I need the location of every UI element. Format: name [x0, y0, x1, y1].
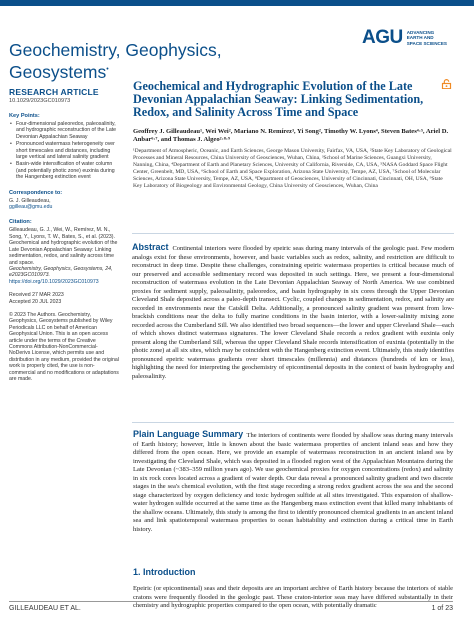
key-point: • Pronounced watermass heterogeneity over short timescales and distances, including large vertical and lateral salinity gradient — [9, 141, 119, 160]
abstract-text: Continental interiors were flooded by epeiric seas during many intervals of the geologic past. Few modern analogs exist for these environments, however, and basic variables such as redox, salinity, and restriction are difficult to reconstruct in deep time. Despite these challenges, constraining epeiric watermass properties is critical because much of our preserved and accessible sedimentary record was deposited in such settings. Here, we present a four-dimensional reconstruction of watermass evolution in the Late Devonian Appalachian Seaway of North America. We use combined proxies for sediment supply, paleosalinity, paleoredox, and basin hydrography in six cores through the Upper Devonian Cleveland Shale deposited across a paleo-depth transect. Cyclic, coupled changes in sedimentation, redox, and salinity are recorded in environments near the Catskill Delta. Additionally, a pronounced salinity gradient was present from low-brackish conditions near the delta to fully marine conditions in the basin interior, with a lower-salinity mixing zone recorded across the Cumberland Sill. We also identified two broad sequences—the lower and upper Cleveland Shale—each of which shows distinct watermass signatures. The lower Cleveland Shale records a redox gradient with euxinia only present along the Cumberland Sill, whereas the upper Cleveland Shale records intensification of euxinia (potentially in the photic zone) at all six sites, which may be coincident with the Hangenberg extinction event. Ultimately, this study identifies pronounced epeiric watermass gradients over short timescales (millennia) and distances (hundreds of km or less), highlighting the need for interpreting the geochemistry of epicontinental deposits in the context of basin hydrography and paleosalinity. — [132, 245, 454, 380]
citation-doi-link[interactable]: https://doi.org/10.1029/2023GC010973 — [9, 278, 99, 285]
correspondence-heading: Correspondence to: — [9, 189, 63, 196]
abstract-heading: Abstract — [132, 242, 169, 252]
sidebar — [9, 87, 119, 382]
key-point: • Four-dimensional paleoredox, paleosalinity, and hydrographic reconstruction of the Late Devonian Appalachian Seaway — [9, 121, 119, 140]
page-number: 1 of 23 — [431, 605, 453, 612]
article-title: Geochemical and Hydrographic Evolution of the Late Devonian Appalachian Seaway: Linking Sedimentation, Redox, and Salinity Across Time and Space — [133, 79, 424, 120]
affiliations: ¹Department of Atmospheric, Oceanic, and Earth Sciences, George Mason University, Fairfax, VA, USA, ²State Key Laboratory of Geological Processes and Mineral Resources, China University of Geosciences, Wuhan, China, ³School of Marine Sciences, Guangxi University, Nanning, China, ⁴Department of Earth and Planetary Sciences, University of California, Riverside, CA, USA, ⁵NASA Goddard Space Flight Center, Greenbelt, MD, USA, ⁶School of Earth and Space Exploration, Arizona State University, Tempe, AZ, USA, ⁷School of Molecular Sciences, Arizona State University, Tempe, AZ, USA, ⁸Department of Geosciences, University of Cincinnati, Cincinnati, OH, USA, ⁹State Key Laboratory of Biogeology and Environmental Geology, China University of Geosciences, Wuhan, China — [133, 148, 452, 189]
agu-logo[interactable] — [362, 27, 447, 49]
copyright-notice: © 2023 The Authors. Geochemistry, Geophysics, Geosystems published by Wiley Periodicals LLC on behalf of American Geophysical Union. This is an open access article under the terms of the Creative Commons Attribution-NonCommercial-NoDerivs License, which permits use and distribution in any medium, provided the original work is properly cited, the use is non-commercial and no modifications or adaptations are made. — [9, 311, 119, 382]
correspondence-name: G. J. Gilleaudeau, — [9, 197, 51, 204]
article-header — [133, 80, 453, 190]
correspondence-email[interactable]: ggilleau@gmu.edu — [9, 204, 53, 211]
key-point: • Basin-wide intensification of water column (and potentially photic zone) euxinia during the Hangenberg extinction event — [9, 161, 119, 180]
citation-heading: Citation: — [9, 219, 32, 226]
top-color-bar — [0, 0, 474, 6]
received-date: Received 27 MAR 2023 — [9, 292, 64, 299]
introduction-text: Epeiric (or epicontinental) seas and their deposits are an important archive of Earth history because the interiors of stable cratons were frequently flooded in the geologic past. These craton-interior seas may have differed substantially in their chemistry and hydrographic properties compared to the open ocean, with potentially dramatic — [133, 585, 453, 609]
abstract-section — [132, 233, 454, 423]
agu-logo-mark: AGU — [362, 27, 403, 48]
author-list: Geoffrey J. Gilleaudeau¹, Wei Wei², Mariano N. Remírez³, Yi Song², Timothy W. Lyons⁴, Steven Bates⁴·⁵, Ariel D. Anbar⁶·⁷, and Thomas J. Algeo²·⁸·⁹ — [133, 127, 449, 144]
article-type: RESEARCH ARTICLE — [9, 87, 99, 97]
accepted-date: Accepted 20 JUL 2023 — [9, 298, 62, 305]
citation-journal: Geochemistry, Geophysics, Geosystems, 24, e2023GC010973. — [9, 265, 113, 279]
plain-language-section — [133, 430, 453, 534]
journal-title: Geochemistry, Geophysics, Geosystems• — [9, 40, 222, 82]
agu-logo-text: ADVANCING EARTH AND SPACE SCIENCES — [406, 29, 447, 46]
footer-authors: GILLEAUDEAU ET AL. — [9, 605, 81, 612]
page-footer — [9, 601, 453, 612]
plain-language-paragraph — [133, 430, 453, 534]
abstract-paragraph — [132, 243, 454, 381]
introduction-heading: 1. Introduction — [133, 567, 196, 577]
plain-language-text: The interiors of continents were flooded by shallow seas during many intervals of Earth history; however, little is known about the basic watermass properties of ancient inland seas and how they differed from the open ocean. Here, we provide an example of watermass reconstruction in an ancient inland sea by investigating the Cleveland Shale, which was deposited in a flooded region west of the Appalachian Mountains during the Late Devonian (~383–359 million years ago). We use geochemical proxies for oxygen concentrations (redox) and salinity in six rock cores located across a gradient of water depth. Our data reveal a pronounced salinity gradient and two discrete stages in the sea's chemical evolution, with the first stage recording a strong redox gradient across the sea and the second stage characterized by oxygen deficiency and toxic hydrogen sulfide at all sites investigated. This expansion of shallow-water hydrogen sulfide occurred at the same time as the Hangenberg mass extinction event that killed many inhabitants of the shallow oceans. Ultimately, this study is among the first to identify pronounced chemical gradients in an ancient inland sea and link spatiotemporal watermass properties to ocean habitability and extinction during a critical time in Earth history. — [133, 432, 453, 533]
key-points-list — [9, 121, 119, 181]
citation-text: Gilleaudeau, G. J., Wei, W., Remírez, M. N., Song, Y., Lyons, T. W., Bates, S., et al. (2023). Geochemical and hydrographic evolution of the Late Devonian Appalachian Seaway: Linking sedimentation, redox, and salinity across time and space. — [9, 227, 118, 266]
plain-language-heading: Plain Language Summary — [133, 429, 244, 439]
article-doi[interactable]: 10.1029/2023GC010973 — [9, 98, 71, 104]
key-points-heading: Key Points: — [9, 113, 40, 119]
